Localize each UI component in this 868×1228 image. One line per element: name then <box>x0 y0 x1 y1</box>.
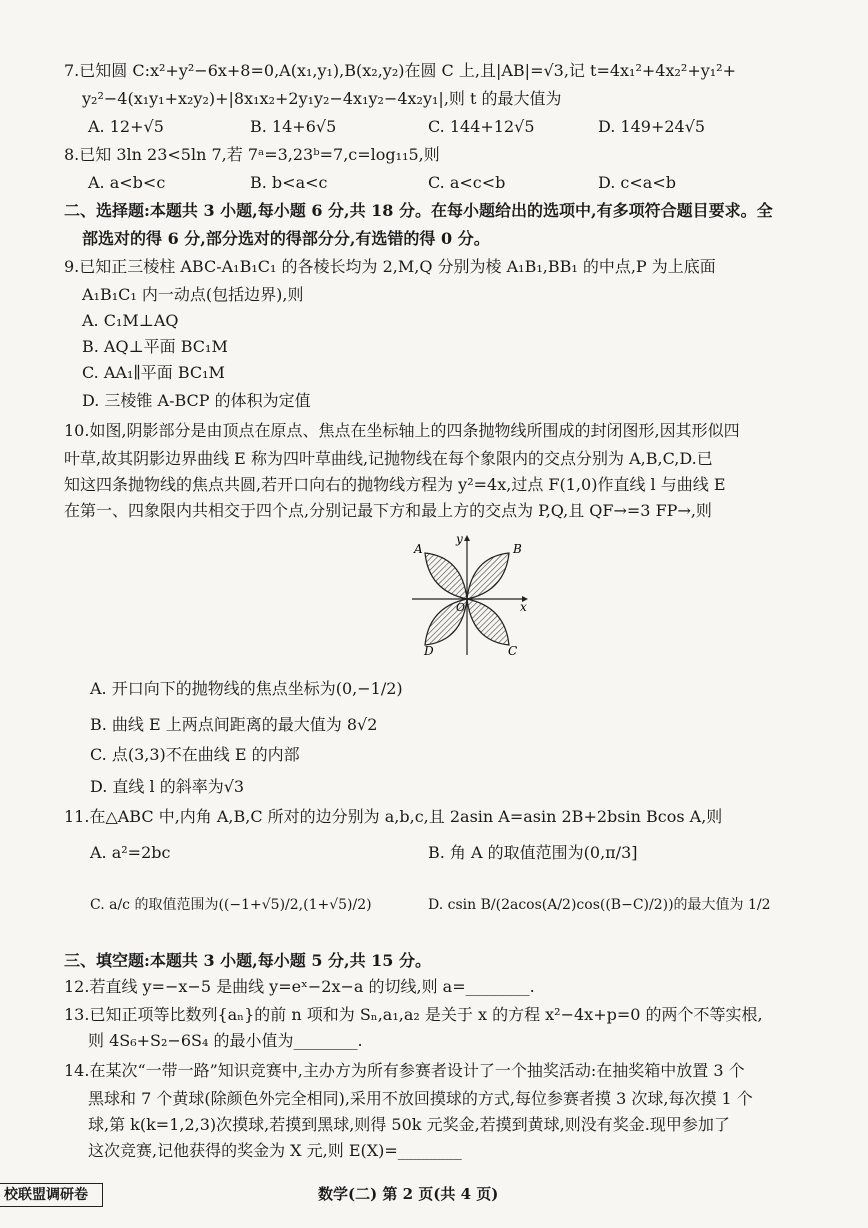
q8-option-a: A. a<b<c <box>88 173 166 192</box>
section2-line1: 二、选择题:本题共 3 小题,每小题 6 分,共 18 分。在每小题给出的选项中,有多项符合题目要求。全 <box>64 201 773 220</box>
q9-line2: A₁B₁C₁ 内一动点(包括边界),则 <box>82 285 304 304</box>
footer-label: 校联盟调研卷 <box>0 1183 103 1207</box>
section3-line1: 三、填空题:本题共 3 小题,每小题 5 分,共 15 分。 <box>64 951 432 970</box>
q7-option-d: D. 149+24√5 <box>598 117 706 136</box>
q8-line1: 8.已知 3ln 23<5ln 7,若 7ᵃ=3,23ᵇ=7,c=log₁₁5,则 <box>64 145 440 164</box>
q10-line4: 在第一、四象限内共相交于四个点,分别记最下方和最上方的交点为 P,Q,且 QF→=3 FP→,则 <box>64 501 712 520</box>
q9-option-d: D. 三棱锥 A-BCP 的体积为定值 <box>82 391 311 410</box>
q10-option-b: B. 曲线 E 上两点间距离的最大值为 8√2 <box>90 715 378 734</box>
q10-line3: 知这四条抛物线的焦点共圆,若开口向右的抛物线方程为 y²=4x,过点 F(1,0)作直线 l 与曲线 E <box>64 475 726 494</box>
q13-line2: 则 4S₆+S₂−6S₄ 的最小值为________. <box>88 1031 363 1050</box>
q14-line4: 这次竞赛,记他获得的奖金为 X 元,则 E(X)=________ <box>88 1141 462 1160</box>
y-axis-arrow <box>464 535 470 541</box>
q10-option-c: C. 点(3,3)不在曲线 E 的内部 <box>90 745 300 764</box>
q9-option-a: A. C₁M⊥AQ <box>82 311 179 330</box>
label-a: A <box>414 542 423 556</box>
leaf-lower-right <box>467 599 509 645</box>
q10-line1: 10.如图,阴影部分是由顶点在原点、焦点在坐标轴上的四条抛物线所围成的封闭图形,因其形似四 <box>64 421 740 440</box>
label-c: C <box>508 644 518 658</box>
q10-option-a: A. 开口向下的抛物线的焦点坐标为(0,−1/2) <box>90 679 403 698</box>
q7-line2: y₂²−4(x₁y₁+x₂y₂)+|8x₁x₂+2y₁y₂−4x₁y₂−4x₂y₁|,则 t 的最大值为 <box>82 89 562 108</box>
leaf-upper-left <box>425 553 467 599</box>
label-y: y <box>456 533 463 546</box>
label-x: x <box>520 600 527 614</box>
q14-line1: 14.在某次“一带一路”知识竞赛中,主办方为所有参赛者设计了一个抽奖活动:在抽奖箱中放置 3 个 <box>64 1061 745 1080</box>
q10-option-d: D. 直线 l 的斜率为√3 <box>90 777 245 796</box>
section2-line2: 部选对的得 6 分,部分选对的得部分分,有选错的得 0 分。 <box>82 229 490 248</box>
q11-line1: 11.在△ABC 中,内角 A,B,C 所对的边分别为 a,b,c,且 2asin A=asin 2B+2bsin Bcos A,则 <box>64 807 723 826</box>
leaf-upper-right <box>467 553 509 599</box>
q8-option-b: B. b<a<c <box>250 173 328 192</box>
q7-line1: 7.已知圆 C:x²+y²−6x+8=0,A(x₁,y₁),B(x₂,y₂)在圆 C 上,且|AB|=√3,记 t=4x₁²+4x₂²+y₁²+ <box>64 61 737 80</box>
q11-option-b: B. 角 A 的取值范围为(0,π/3] <box>428 843 638 862</box>
q13-line1: 13.已知正项等比数列{aₙ}的前 n 项和为 Sₙ,a₁,a₂ 是关于 x 的方程 x²−4x+p=0 的两个不等实根, <box>64 1005 763 1024</box>
q8-option-c: C. a<c<b <box>428 173 506 192</box>
q7-option-c: C. 144+12√5 <box>428 117 535 136</box>
q14-line3: 球,第 k(k=1,2,3)次摸球,若摸到黑球,则得 50k 元奖金,若摸到黄球,则没有奖金.现甲参加了 <box>88 1115 730 1134</box>
page-number: 数学(二) 第 2 页(共 4 页) <box>318 1185 499 1203</box>
label-o: O <box>456 601 466 614</box>
q7-option-a: A. 12+√5 <box>88 117 164 136</box>
q14-line2: 黑球和 7 个黄球(除颜色外完全相同),采用不放回摸球的方式,每位参赛者摸 3 次球,每次摸 1 个 <box>88 1089 753 1108</box>
q11-option-d: D. csin B/(2acos(A/2)cos((B−C)/2))的最大值为 1/2 <box>428 897 771 913</box>
q12-line1: 12.若直线 y=−x−5 是曲线 y=eˣ−2x−a 的切线,则 a=________. <box>64 977 535 996</box>
label-b: B <box>513 542 522 556</box>
q9-line1: 9.已知正三棱柱 ABC-A₁B₁C₁ 的各棱长均为 2,M,Q 分别为棱 A₁B₁,BB₁ 的中点,P 为上底面 <box>64 257 716 276</box>
q9-option-b: B. AQ⊥平面 BC₁M <box>82 337 228 356</box>
q11-option-c: C. a/c 的取值范围为((−1+√5)/2,(1+√5)/2) <box>90 897 372 913</box>
four-leaf-clover-figure <box>410 533 540 658</box>
q8-option-d: D. c<a<b <box>598 173 676 192</box>
label-d: D <box>424 644 434 658</box>
q7-option-b: B. 14+6√5 <box>250 117 337 136</box>
q11-option-a: A. a²=2bc <box>90 843 171 862</box>
q10-line2: 叶草,故其阴影边界曲线 E 称为四叶草曲线,记抛物线在每个象限内的交点分别为 A,B,C,D.已 <box>64 449 713 468</box>
q9-option-c: C. AA₁∥平面 BC₁M <box>82 363 225 382</box>
